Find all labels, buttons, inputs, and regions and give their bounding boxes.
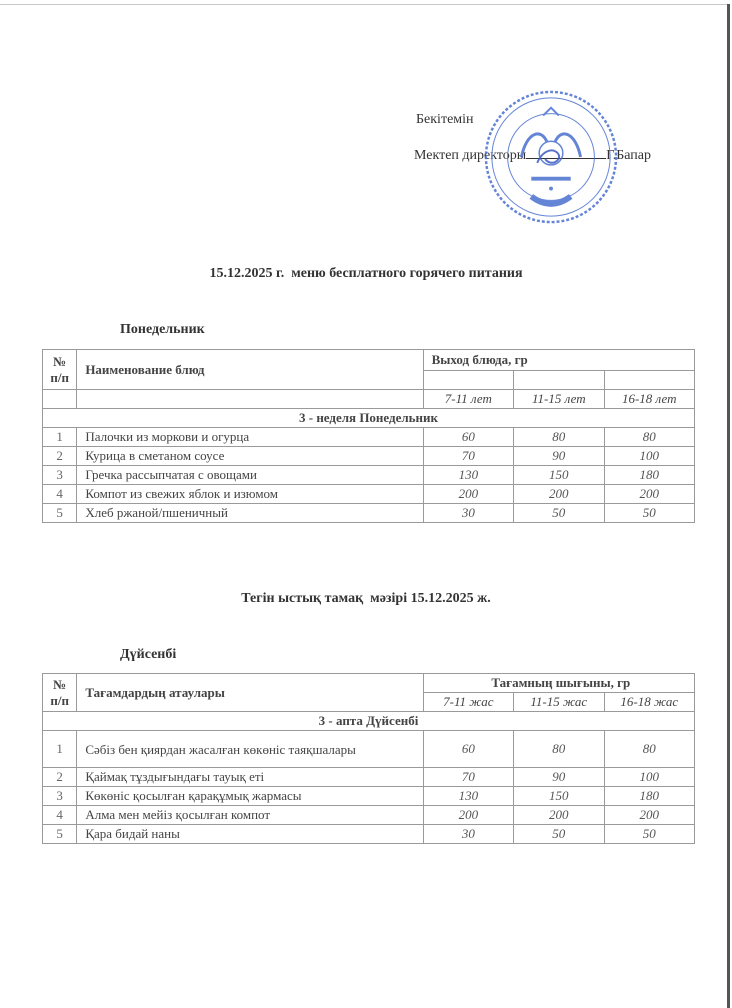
dish-name: Хлеб ржаной/пшеничный <box>77 504 423 523</box>
ru-age-group: 7-11 лет <box>423 390 513 409</box>
dish-name: Курица в сметаном соусе <box>77 447 423 466</box>
portion-value: 150 <box>514 787 604 806</box>
portion-value: 150 <box>514 466 604 485</box>
dish-name: Алма мен мейіз қосылған компот <box>77 806 423 825</box>
portion-value: 200 <box>514 485 604 504</box>
row-number: 1 <box>43 428 77 447</box>
row-number: 4 <box>43 485 77 504</box>
kz-age-group: 7-11 жас <box>423 693 513 712</box>
dish-name: Компот из свежих яблок и изюмом <box>77 485 423 504</box>
ru-col-num-line1: № <box>53 353 67 369</box>
director-name: Г.Бапар <box>606 148 652 163</box>
ru-empty-cell <box>423 371 513 390</box>
portion-value: 70 <box>423 447 513 466</box>
ru-day-label: Понедельник <box>120 322 205 337</box>
ru-col-num-header <box>43 350 77 390</box>
portion-value: 180 <box>604 466 694 485</box>
portion-value: 130 <box>423 787 513 806</box>
ru-age-group: 16-18 лет <box>604 390 694 409</box>
kz-col-num-header <box>43 674 77 712</box>
table-row <box>43 447 695 466</box>
table-row <box>43 768 695 787</box>
portion-value: 200 <box>423 806 513 825</box>
kz-menu-title: Тегін ыстық тамақ мәзірі 15.12.2025 ж. <box>241 591 491 606</box>
portion-value: 180 <box>604 787 694 806</box>
signature-line <box>526 144 606 159</box>
scan-right-edge <box>727 4 730 1008</box>
row-number: 1 <box>43 731 77 768</box>
portion-value: 200 <box>604 806 694 825</box>
row-number: 3 <box>43 787 77 806</box>
ru-menu-title: 15.12.2025 г. меню бесплатного горячего питания <box>209 266 523 281</box>
ru-age-group: 11-15 лет <box>514 390 604 409</box>
dish-name: Көкөніс қосылған қарақұмық жармасы <box>77 787 423 806</box>
ru-week-row <box>43 409 695 428</box>
ru-header-row-1 <box>43 350 695 371</box>
portion-value: 80 <box>604 731 694 768</box>
dish-name: Қаймақ тұздығындағы тауық еті <box>77 768 423 787</box>
row-number: 2 <box>43 768 77 787</box>
dish-name: Палочки из моркови и огурца <box>77 428 423 447</box>
table-row <box>43 504 695 523</box>
ru-empty-cell <box>604 371 694 390</box>
ru-week-label: 3 - неделя Понедельник <box>43 409 695 428</box>
portion-value: 200 <box>604 485 694 504</box>
portion-value: 80 <box>514 731 604 768</box>
dish-name: Қара бидай наны <box>77 825 423 844</box>
kz-week-label: 3 - апта Дүйсенбі <box>43 712 695 731</box>
portion-value: 200 <box>514 806 604 825</box>
portion-value: 60 <box>423 731 513 768</box>
kz-age-group: 11-15 жас <box>514 693 604 712</box>
portion-value: 50 <box>514 504 604 523</box>
portion-value: 200 <box>423 485 513 504</box>
portion-value: 70 <box>423 768 513 787</box>
scan-top-edge <box>0 4 728 5</box>
table-row <box>43 806 695 825</box>
director-label: Мектеп директоры <box>414 148 527 163</box>
portion-value: 90 <box>514 768 604 787</box>
portion-value: 30 <box>423 825 513 844</box>
ru-empty-cell <box>514 371 604 390</box>
table-row <box>43 731 695 768</box>
ru-col-output-header: Выход блюда, гр <box>423 350 694 371</box>
portion-value: 80 <box>604 428 694 447</box>
dish-name: Гречка рассыпчатая с овощами <box>77 466 423 485</box>
ru-col-num-line2: п/п <box>50 369 69 385</box>
table-row <box>43 466 695 485</box>
portion-value: 100 <box>604 447 694 466</box>
portion-value: 50 <box>514 825 604 844</box>
director-line <box>414 144 651 164</box>
dish-name: Сәбіз бен қиярдан жасалған көкөніс таяқшалары <box>77 731 423 768</box>
row-number: 5 <box>43 504 77 523</box>
kz-day-label: Дүйсенбі <box>120 647 177 662</box>
kz-week-row <box>43 712 695 731</box>
ru-empty-cell <box>43 390 77 409</box>
row-number: 5 <box>43 825 77 844</box>
portion-value: 80 <box>514 428 604 447</box>
portion-value: 100 <box>604 768 694 787</box>
kz-age-group: 16-18 жас <box>604 693 694 712</box>
approved-label: Бекітемін <box>416 112 474 127</box>
table-row <box>43 825 695 844</box>
ru-col-name-header: Наименование блюд <box>77 350 423 390</box>
row-number: 2 <box>43 447 77 466</box>
table-row <box>43 485 695 504</box>
kz-col-name-header: Тағамдардың атаулары <box>77 674 423 712</box>
ru-menu-table <box>42 349 695 523</box>
kz-col-num-line2: п/п <box>50 692 69 708</box>
portion-value: 30 <box>423 504 513 523</box>
table-row <box>43 428 695 447</box>
ru-empty-cell <box>77 390 423 409</box>
kz-col-num-line1: № <box>53 676 67 692</box>
portion-value: 50 <box>604 825 694 844</box>
table-row <box>43 787 695 806</box>
portion-value: 60 <box>423 428 513 447</box>
portion-value: 90 <box>514 447 604 466</box>
ru-age-row <box>43 390 695 409</box>
kz-col-output-header: Тағамның шығыны, гр <box>423 674 694 693</box>
portion-value: 50 <box>604 504 694 523</box>
portion-value: 130 <box>423 466 513 485</box>
row-number: 3 <box>43 466 77 485</box>
kz-menu-table <box>42 673 695 844</box>
row-number: 4 <box>43 806 77 825</box>
kz-header-row-1 <box>43 674 695 693</box>
